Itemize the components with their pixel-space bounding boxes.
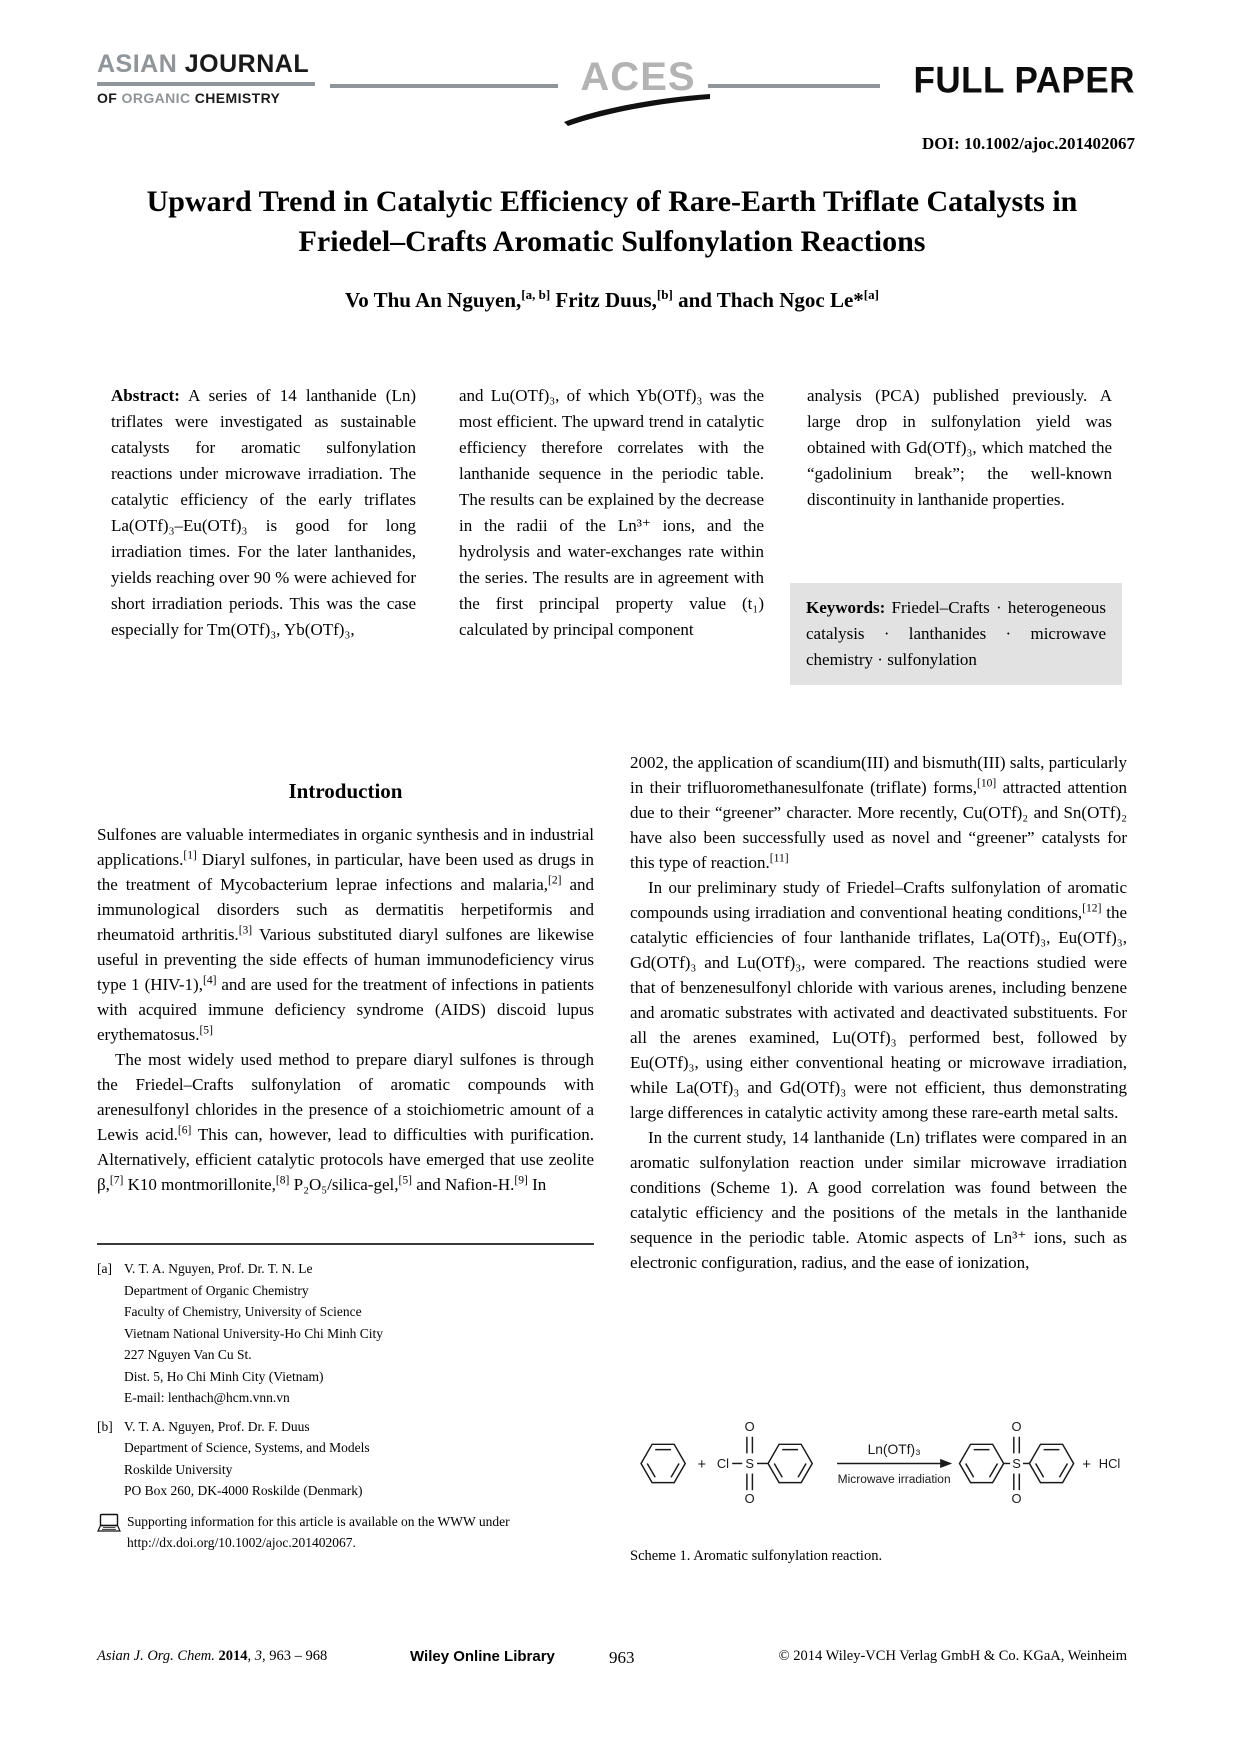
journal-word-of: OF [97,90,118,106]
footnote-b-lines [124,1416,594,1502]
header-rule-right [708,84,880,88]
catalyst-label: Ln(OTf)₃ [867,1442,921,1458]
author-2: Fritz Duus, [550,288,657,312]
footer-citation [97,1648,327,1665]
benzene-ring [1029,1444,1073,1482]
logo-underline-bar [97,82,315,86]
footnote-b-line: PO Box 260, DK-4000 Roskilde (Denmark) [124,1483,363,1498]
chlorine-atom-label: Cl [716,1456,730,1472]
journal-name-line2 [97,90,315,106]
article-title [97,182,1127,262]
hcl-label: HCl [1098,1456,1121,1472]
footnote-a-line: V. T. A. Nguyen, Prof. Dr. T. N. Le [124,1261,313,1276]
laptop-icon [97,1511,127,1554]
abstract-label: Abstract: [111,386,180,405]
oxygen-atom-label: O [1011,1491,1022,1507]
footer-wiley-online-library: Wiley Online Library [410,1648,555,1665]
oxygen-atom-label: O [744,1491,755,1507]
footnote-a-line: Dist. 5, Ho Chi Minh City (Vietnam) [124,1368,324,1384]
journal-word-journal: JOURNAL [184,50,310,78]
journal-word-asian: ASIAN [97,50,178,78]
body-right-column [630,750,1127,1275]
abstract-column-3: analysis (PCA) published previously. A large drop in sulfonylation yield was obtained with Gd(OTf)₃, which matched the “gadolinium break”; the well-known discontinuity in lanthanide properties. [807,386,1112,509]
footnote-a-line: Faculty of Chemistry, University of Science [124,1304,362,1319]
footnote-a-line: Vietnam National University-Ho Chi Minh City [124,1325,384,1341]
footnote-a-lines [124,1258,594,1409]
journal-name-line1 [97,50,315,79]
scheme-1-figure [630,1388,1127,1538]
footnote-a-line: 227 Nguyen Van Cu St. [124,1347,252,1362]
author-3: and Thach Ngoc Le* [672,288,864,312]
author-1-affiliation: [a, b] [521,287,551,302]
article-title-line1: Upward Trend in Catalytic Efficiency of Rare-Earth Triflate Catalysts in [146,185,1078,218]
author-2-affiliation: [b] [656,287,673,302]
keywords-text: Friedel–Crafts · heterogeneous catalysis · lanthanides · microwave chemistry · sulfonylation [806,598,1106,669]
footnote-b-line: Department of Science, Systems, and Models [124,1440,370,1455]
journal-word-organic: ORGANIC [121,90,191,106]
page-number: 963 [609,1648,635,1667]
footnote-a-email: E-mail: lenthach@hcm.vnn.vn [124,1390,290,1405]
author-3-affiliation: [a] [863,287,879,302]
footnote-a-line: Department of Organic Chemistry [124,1282,309,1298]
abstract-column-1 [111,383,416,643]
plus-sign: + [697,1456,707,1473]
footnote-a-label: [a] [97,1261,112,1276]
footnote-b-label: [b] [97,1418,113,1434]
plus-sign: + [1082,1456,1091,1473]
sulfur-atom-label: S [745,1456,754,1472]
author-1: Vo Thu An Nguyen, [345,288,522,312]
doi-line: DOI: 10.1002/ajoc.201402067 [922,134,1135,153]
keywords-label: Keywords: [806,598,886,617]
abstract-column-1-text: A series of 14 lanthanide (Ln) triflates were investigated as sustainable catalysts for aromatic sulfonylation reactions under microwave irradiation. The catalytic efficiency of the early triflates La(OTf)₃–Eu(OTf)₃ is good for long irradiation times. For the later lanthanides, yields reaching over 90 % were achieved for short irradiation periods. This was the case especially for Tm(OTf)₃, Yb(OTf)₃, [111,386,416,639]
journal-word-chemistry: CHEMISTRY [194,90,281,106]
sulfur-atom-label: S [1012,1456,1021,1472]
intro-paragraph-1: Sulfones are valuable intermediates in organic synthesis and in industrial applications.[1] Diaryl sulfones, in particular, have been used as drugs in the treatment of Mycobacterium leprae infections and malaria,[2] and immunological disorders such as dermatitis herpetiformis and rheumatoid arthritis.[3] Various substituted diaryl sulfones are likewise useful in preventing the side effects of human immunodeficiency virus type 1 (HIV-1),[4] and are used for the treatment of infections in patients with acquired immune deficiency syndrome (AIDS) discoid lupus erythematosus.[5] [97,825,595,1044]
footer-separator: , [247,1648,255,1664]
abstract-column-2: and Lu(OTf)₃, of which Yb(OTf)₃ was the most efficient. The upward trend in catalytic efficiency therefore correlates with the lanthanide sequence in the periodic table. The results can be explained by the decrease in the radii of the Ln³⁺ ions, and the hydrolysis and water-exchanges rate within the series. The results are in agreement with the first principal property value (t₁) calculated by principal component [459,386,764,639]
footer-volume: 3 [254,1648,262,1664]
footer-pages: , 963 – 968 [262,1648,328,1664]
intro-paragraph-2: The most widely used method to prepare diaryl sulfones is through the Friedel–Crafts sulfonylation of aromatic compounds with arenesulfonyl chlorides in the presence of a stoichiometric amount of a Lewis acid.[6] This can, however, lead to difficulties with purification. Alternatively, efficient catalytic protocols have emerged that use zeolite β,[7] K10 montmorillonite,[8] P₂O₅/silica-gel,[5] and Nafion-H.[9] In [97,1050,595,1194]
body-left-column [97,822,594,1197]
article-title-line2: Friedel–Crafts Aromatic Sulfonylation Reactions [298,225,926,258]
footnote-a [97,1258,594,1409]
intro-paragraph-5: In the current study, 14 lanthanide (Ln) triflates were compared in an aromatic sulfonylation reaction under similar microwave irradiation conditions (Scheme 1). A good correlation was found between the catalytic efficiency and the positions of the metals in the lanthanide sequence in the periodic table. Atomic aspects of Ln³⁺ ions, such as electronic configuration, radius, and the ease of ionization, [630,1128,1127,1272]
footer-year: 2014 [218,1648,248,1664]
benzene-ring [959,1444,1003,1482]
author-line [97,288,1127,313]
section-heading-introduction: Introduction [288,779,403,803]
reaction-arrowhead [940,1459,952,1468]
scheme-1-caption: Scheme 1. Aromatic sulfonylation reaction. [630,1548,883,1564]
intro-paragraph-4: In our preliminary study of Friedel–Crafts sulfonylation of aromatic compounds using irradiation and conventional heating conditions,[12] the catalytic efficiencies of four lanthanide triflates, La(OTf)₃, Eu(OTf)₃, Gd(OTf)₃ and Lu(OTf)₃, were compared. The reactions studied were that of benzenesulfonyl chloride with various arenes, including benzene and aromatic substrates with activated and deactivated substituents. For all the arenes examined, Lu(OTf)₃ performed best, followed by Eu(OTf)₃, using either conventional heating or microwave irradiation, while La(OTf)₃ and Gd(OTf)₃ were not efficient, thus demonstrating large differences in catalytic activity among these rare-earth metal salts. [630,878,1127,1122]
footer-journal-name: Asian J. Org. Chem. [97,1648,219,1664]
article-type-label: FULL PAPER [913,60,1135,101]
aces-logo: ACES [580,55,696,99]
footnote-separator-rule [97,1243,594,1245]
supporting-info-text: Supporting information for this article is available on the WWW under http://dx.doi.org/10.1002/ajoc.201402067. [127,1513,510,1550]
benzene-ring [768,1444,812,1482]
footnote-b-line: V. T. A. Nguyen, Prof. Dr. F. Duus [124,1418,310,1434]
journal-logo [97,50,315,106]
footer-copyright: © 2014 Wiley-VCH Verlag GmbH & Co. KGaA, Weinheim [778,1648,1127,1664]
intro-paragraph-3: 2002, the application of scandium(III) and bismuth(III) salts, particularly in their trifluoromethanesulfonate (triflate) forms,[10] attracted attention due to their “greener” character. More recently, Cu(OTf)₂ and Sn(OTf)₂ have also been successfully used as novel and “greener” catalysts for this type of reaction.[11] [630,753,1128,872]
keywords-box [790,583,1122,685]
supporting-info-note [97,1511,594,1554]
conditions-label: Microwave irradiation [837,1471,951,1486]
footnotes-block [97,1258,594,1554]
oxygen-atom-label: O [744,1419,755,1435]
footnote-b [97,1416,594,1502]
benzene-ring [641,1444,685,1482]
oxygen-atom-label: O [1011,1419,1022,1435]
footnote-b-line: Roskilde University [124,1461,233,1477]
header-rule-left [330,84,558,88]
aces-brush-swoosh-icon [560,88,715,128]
